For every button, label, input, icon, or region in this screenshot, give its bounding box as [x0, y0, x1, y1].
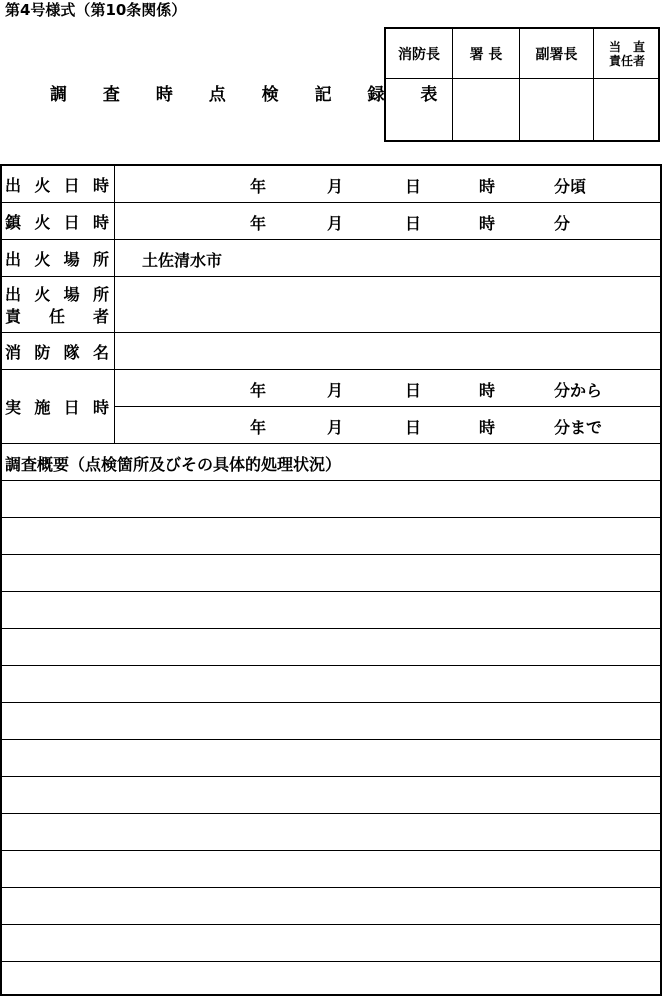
approval-header-chief: 消防長	[398, 46, 440, 63]
unit-year: 年	[250, 214, 267, 233]
label-execution-time: 実 施 日 時	[5, 397, 109, 417]
form-title: 調 査 時 点 検 記 録 表	[50, 85, 453, 105]
row-divider	[2, 443, 660, 444]
approval-stamp-box	[384, 27, 660, 142]
unit-minute-approx: 分頃	[554, 177, 587, 196]
unit-year: 年	[250, 177, 267, 196]
approval-header-deputy-chief: 副署長	[535, 46, 578, 63]
unit-minute-until: 分まで	[554, 418, 603, 437]
unit-month: 月	[327, 381, 344, 400]
unit-hour: 時	[479, 214, 496, 233]
label-fire-unit-name: 消 防 隊 名	[5, 342, 109, 362]
unit-hour: 時	[479, 381, 496, 400]
label-fire-start: 出 火 日 時	[5, 175, 109, 195]
unit-day: 日	[405, 177, 422, 196]
approval-header-duty-officer	[594, 29, 660, 78]
stamp-cell-deputy-chief[interactable]	[520, 79, 593, 140]
duty-officer-line2: 責任者	[608, 53, 645, 68]
unit-day: 日	[405, 381, 422, 400]
unit-day: 日	[405, 418, 422, 437]
stamp-cell-duty-officer[interactable]	[594, 79, 660, 140]
unit-hour: 時	[479, 418, 496, 437]
duty-officer-line1: 当 直	[608, 39, 645, 54]
unit-day: 日	[405, 214, 422, 233]
label-responsible-line1: 出 火 場 所	[5, 284, 109, 304]
record-table	[0, 164, 662, 996]
responsible-person-field[interactable]	[115, 277, 660, 332]
unit-year: 年	[250, 381, 267, 400]
unit-minute: 分	[554, 214, 571, 233]
fire-place-value: 土佐清水市	[142, 251, 223, 270]
form-id: 第4号様式（第10条関係）	[5, 1, 187, 19]
unit-month: 月	[327, 214, 344, 233]
overview-label: 調査概要（点検箇所及びその具体的処理状況）	[5, 455, 342, 474]
unit-minute-from: 分から	[554, 381, 603, 400]
label-responsible-line2: 責 任 者	[5, 306, 109, 326]
unit-hour: 時	[479, 177, 496, 196]
label-fire-place: 出 火 場 所	[5, 249, 109, 269]
fire-extinguished-field[interactable]	[115, 203, 660, 239]
approval-header-station-chief: 署 長	[469, 46, 503, 63]
label-fire-extinguished: 鎮 火 日 時	[5, 212, 109, 232]
fire-unit-name-field[interactable]	[115, 333, 660, 369]
overview-writing-area[interactable]	[2, 481, 660, 994]
unit-year: 年	[250, 418, 267, 437]
unit-month: 月	[327, 418, 344, 437]
stamp-cell-station-chief[interactable]	[453, 79, 519, 140]
unit-month: 月	[327, 177, 344, 196]
stamp-cell-chief[interactable]	[386, 79, 452, 140]
